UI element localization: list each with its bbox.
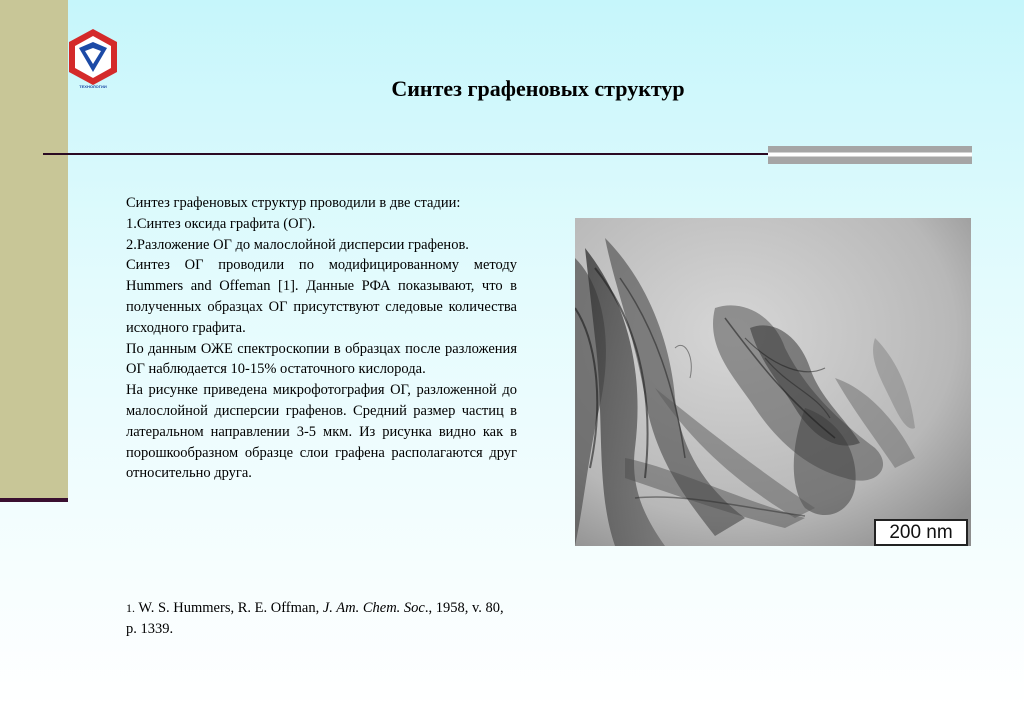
slide-title: Синтез графеновых структур [391,76,685,101]
side-bar-bottom-line [0,498,68,502]
paragraph-step-1: 1.Синтез оксида графита (ОГ). [126,215,316,232]
reference-details: ., 1958, v. 80, p. 1339. [126,600,504,637]
reference-journal: J. Am. Chem. Soc [322,600,425,616]
paragraph-figure-description: На рисунке приведена микрофотография ОГ, разложенной до малослойной дисперсии графенов. Средний размер частиц в латеральном направлении 3-5 мкм. Из рисунка видно как в порошкообразном образце слои графена располагаются друг относительно друга. [126,382,517,482]
accent-bar [768,146,972,164]
paragraph-method: Синтез ОГ проводили по модифицированному методу Hummers and Offeman [1]. Данные РФА показывают, что в полученных образцах ОГ присутствуют следовые количества исходного графита. [126,257,517,336]
scale-bar-label: 200 nm [874,519,968,546]
side-decor-bar [0,0,68,500]
paragraph-step-2: 2.Разложение ОГ до малослойной дисперсии графенов. [126,236,469,253]
reference [126,598,517,640]
paragraph-intro: Синтез графеновых структур проводили в две стадии: [126,195,461,211]
tem-micrograph [575,218,971,546]
svg-text:ТЕХНОЛОГИИ: ТЕХНОЛОГИИ [79,84,107,89]
reference-authors: W. S. Hummers, R. E. Offman, [135,600,323,616]
paragraph-auger: По данным ОЖЕ спектроскопии в образцах после разложения ОГ наблюдается 10-15% остаточного кислорода. [126,340,517,378]
company-logo [68,28,118,90]
reference-number: 1. [126,601,135,615]
body-text [126,193,517,484]
